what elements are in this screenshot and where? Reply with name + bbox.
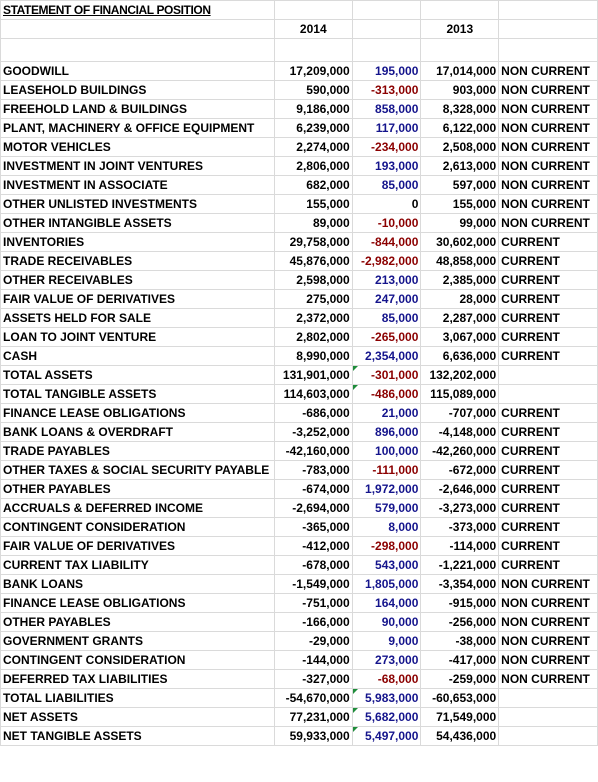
value-2013-cell[interactable]: 8,328,000: [421, 100, 499, 119]
value-2014-cell[interactable]: -412,000: [274, 537, 352, 556]
change-cell[interactable]: 90,000: [352, 613, 421, 632]
change-cell[interactable]: 8,000: [352, 518, 421, 537]
value-2013-cell[interactable]: 3,067,000: [421, 328, 499, 347]
row-label-cell[interactable]: TOTAL ASSETS: [1, 366, 275, 385]
error-indicator-icon: [353, 385, 358, 390]
classification-cell[interactable]: NON CURRENT: [499, 195, 598, 214]
classification-cell[interactable]: CURRENT: [499, 233, 598, 252]
classification-cell[interactable]: CURRENT: [499, 556, 598, 575]
change-cell[interactable]: -844,000: [352, 233, 421, 252]
value-2014-cell[interactable]: 590,000: [274, 81, 352, 100]
row-label-cell[interactable]: NET ASSETS: [1, 708, 275, 727]
value-2013-cell[interactable]: 6,636,000: [421, 347, 499, 366]
change-cell[interactable]: 273,000: [352, 651, 421, 670]
classification-cell[interactable]: CURRENT: [499, 499, 598, 518]
value-2014-cell[interactable]: 6,239,000: [274, 119, 352, 138]
value-2014-cell[interactable]: 131,901,000: [274, 366, 352, 385]
value-2013-cell[interactable]: -60,653,000: [421, 689, 499, 708]
classification-cell[interactable]: CURRENT: [499, 480, 598, 499]
change-cell[interactable]: 85,000: [352, 176, 421, 195]
table-row: [1, 328, 598, 347]
change-cell[interactable]: 896,000: [352, 423, 421, 442]
value-2014-cell[interactable]: 2,806,000: [274, 157, 352, 176]
classification-cell[interactable]: NON CURRENT: [499, 157, 598, 176]
classification-cell[interactable]: NON CURRENT: [499, 214, 598, 233]
change-cell[interactable]: 100,000: [352, 442, 421, 461]
empty-cell[interactable]: [352, 1, 421, 20]
year-prior-header[interactable]: 2013: [421, 20, 499, 39]
classification-cell[interactable]: CURRENT: [499, 290, 598, 309]
value-2014-cell[interactable]: 2,802,000: [274, 328, 352, 347]
classification-cell[interactable]: NON CURRENT: [499, 138, 598, 157]
change-cell[interactable]: 1,805,000: [352, 575, 421, 594]
change-cell[interactable]: 21,000: [352, 404, 421, 423]
change-cell[interactable]: -68,000: [352, 670, 421, 689]
value-2014-cell[interactable]: 2,372,000: [274, 309, 352, 328]
classification-cell[interactable]: [499, 708, 598, 727]
row-label-cell[interactable]: OTHER UNLISTED INVESTMENTS: [1, 195, 275, 214]
error-indicator-icon: [353, 366, 358, 371]
change-cell[interactable]: -298,000: [352, 537, 421, 556]
classification-cell[interactable]: CURRENT: [499, 347, 598, 366]
row-label-cell[interactable]: OTHER INTANGIBLE ASSETS: [1, 214, 275, 233]
empty-cell[interactable]: [1, 20, 275, 39]
change-cell[interactable]: -301,000: [352, 366, 421, 385]
classification-cell[interactable]: [499, 727, 598, 746]
value-2013-cell[interactable]: -707,000: [421, 404, 499, 423]
row-label-cell[interactable]: ASSETS HELD FOR SALE: [1, 309, 275, 328]
classification-cell[interactable]: NON CURRENT: [499, 62, 598, 81]
row-label-cell[interactable]: CURRENT TAX LIABILITY: [1, 556, 275, 575]
value-2013-cell[interactable]: -259,000: [421, 670, 499, 689]
value-2014-cell[interactable]: -674,000: [274, 480, 352, 499]
change-cell[interactable]: -265,000: [352, 328, 421, 347]
error-indicator-icon: [353, 708, 358, 713]
row-label-cell[interactable]: OTHER PAYABLES: [1, 613, 275, 632]
table-row: [1, 670, 598, 689]
change-cell[interactable]: 5,497,000: [352, 727, 421, 746]
empty-cell[interactable]: [274, 39, 352, 62]
table-row: [1, 81, 598, 100]
row-label-cell[interactable]: NET TANGIBLE ASSETS: [1, 727, 275, 746]
empty-cell[interactable]: [499, 39, 598, 62]
table-row: [1, 708, 598, 727]
row-label-cell[interactable]: BANK LOANS & OVERDRAFT: [1, 423, 275, 442]
row-label-cell[interactable]: PLANT, MACHINERY & OFFICE EQUIPMENT: [1, 119, 275, 138]
change-cell[interactable]: 543,000: [352, 556, 421, 575]
table-row: [1, 442, 598, 461]
value-2013-cell[interactable]: -417,000: [421, 651, 499, 670]
classification-cell[interactable]: CURRENT: [499, 252, 598, 271]
row-label-cell[interactable]: LOAN TO JOINT VENTURE: [1, 328, 275, 347]
empty-cell[interactable]: [352, 39, 421, 62]
value-2013-cell[interactable]: 48,858,000: [421, 252, 499, 271]
error-indicator-icon: [353, 727, 358, 732]
change-cell[interactable]: 85,000: [352, 309, 421, 328]
value-2014-cell[interactable]: 682,000: [274, 176, 352, 195]
classification-cell[interactable]: CURRENT: [499, 328, 598, 347]
change-cell[interactable]: 9,000: [352, 632, 421, 651]
value-2013-cell[interactable]: -3,354,000: [421, 575, 499, 594]
classification-cell[interactable]: NON CURRENT: [499, 176, 598, 195]
row-label-cell[interactable]: OTHER TAXES & SOCIAL SECURITY PAYABLE: [1, 461, 275, 480]
row-label-cell[interactable]: OTHER PAYABLES: [1, 480, 275, 499]
change-cell[interactable]: 247,000: [352, 290, 421, 309]
table-row: [1, 613, 598, 632]
table-row: [1, 575, 598, 594]
table-row: [1, 100, 598, 119]
change-cell[interactable]: 117,000: [352, 119, 421, 138]
value-2014-cell[interactable]: 29,758,000: [274, 233, 352, 252]
value-2014-cell[interactable]: 9,186,000: [274, 100, 352, 119]
value-2014-cell[interactable]: -144,000: [274, 651, 352, 670]
row-label-cell[interactable]: FREEHOLD LAND & BUILDINGS: [1, 100, 275, 119]
value-2013-cell[interactable]: -114,000: [421, 537, 499, 556]
value-2013-cell[interactable]: 99,000: [421, 214, 499, 233]
row-label-cell[interactable]: INVESTMENT IN ASSOCIATE: [1, 176, 275, 195]
change-cell[interactable]: 858,000: [352, 100, 421, 119]
change-cell[interactable]: 5,983,000: [352, 689, 421, 708]
empty-cell[interactable]: [499, 1, 598, 20]
classification-cell[interactable]: NON CURRENT: [499, 613, 598, 632]
change-cell[interactable]: -234,000: [352, 138, 421, 157]
table-row: [1, 537, 598, 556]
table-row: [1, 119, 598, 138]
value-2013-cell[interactable]: -42,260,000: [421, 442, 499, 461]
value-2013-cell[interactable]: -256,000: [421, 613, 499, 632]
row-label-cell[interactable]: CONTINGENT CONSIDERATION: [1, 518, 275, 537]
row-label-cell[interactable]: TOTAL TANGIBLE ASSETS: [1, 385, 275, 404]
value-2014-cell[interactable]: -166,000: [274, 613, 352, 632]
value-2013-cell[interactable]: 54,436,000: [421, 727, 499, 746]
table-row: [1, 366, 598, 385]
row-label-cell[interactable]: FINANCE LEASE OBLIGATIONS: [1, 594, 275, 613]
value-2013-cell[interactable]: 2,613,000: [421, 157, 499, 176]
value-2014-cell[interactable]: -365,000: [274, 518, 352, 537]
table-row: [1, 727, 598, 746]
error-indicator-icon: [353, 689, 358, 694]
value-2013-cell[interactable]: -1,221,000: [421, 556, 499, 575]
value-2014-cell[interactable]: -2,694,000: [274, 499, 352, 518]
change-cell[interactable]: 193,000: [352, 157, 421, 176]
table-row: [1, 309, 598, 328]
row-label-cell[interactable]: TOTAL LIABILITIES: [1, 689, 275, 708]
value-2014-cell[interactable]: 8,990,000: [274, 347, 352, 366]
value-2013-cell[interactable]: 597,000: [421, 176, 499, 195]
value-2013-cell[interactable]: -2,646,000: [421, 480, 499, 499]
value-2014-cell[interactable]: 77,231,000: [274, 708, 352, 727]
value-2013-cell[interactable]: 2,508,000: [421, 138, 499, 157]
classification-cell[interactable]: CURRENT: [499, 423, 598, 442]
value-2013-cell[interactable]: 155,000: [421, 195, 499, 214]
table-row: [1, 214, 598, 233]
table-row: [1, 480, 598, 499]
change-cell[interactable]: -313,000: [352, 81, 421, 100]
value-2013-cell[interactable]: 115,089,000: [421, 385, 499, 404]
empty-cell[interactable]: [421, 39, 499, 62]
value-2013-cell[interactable]: 903,000: [421, 81, 499, 100]
row-label-cell[interactable]: CASH: [1, 347, 275, 366]
value-2014-cell[interactable]: 2,274,000: [274, 138, 352, 157]
row-label-cell[interactable]: FINANCE LEASE OBLIGATIONS: [1, 404, 275, 423]
value-2014-cell[interactable]: -3,252,000: [274, 423, 352, 442]
row-label-cell[interactable]: GOODWILL: [1, 62, 275, 81]
value-2014-cell[interactable]: 275,000: [274, 290, 352, 309]
value-2013-cell[interactable]: -915,000: [421, 594, 499, 613]
value-2013-cell[interactable]: 6,122,000: [421, 119, 499, 138]
classification-cell[interactable]: NON CURRENT: [499, 670, 598, 689]
value-2014-cell[interactable]: 17,209,000: [274, 62, 352, 81]
change-cell[interactable]: 213,000: [352, 271, 421, 290]
value-2013-cell[interactable]: -4,148,000: [421, 423, 499, 442]
row-label-cell[interactable]: BANK LOANS: [1, 575, 275, 594]
row-label-cell[interactable]: OTHER RECEIVABLES: [1, 271, 275, 290]
value-2014-cell[interactable]: 114,603,000: [274, 385, 352, 404]
empty-cell[interactable]: [421, 1, 499, 20]
change-cell[interactable]: 579,000: [352, 499, 421, 518]
table-row: [1, 632, 598, 651]
table-row: [1, 271, 598, 290]
table-row: [1, 138, 598, 157]
value-2013-cell[interactable]: 71,549,000: [421, 708, 499, 727]
value-2013-cell[interactable]: -38,000: [421, 632, 499, 651]
table-row: [1, 252, 598, 271]
table-row: [1, 347, 598, 366]
classification-cell[interactable]: CURRENT: [499, 271, 598, 290]
value-2014-cell[interactable]: -678,000: [274, 556, 352, 575]
table-row: [1, 233, 598, 252]
value-2014-cell[interactable]: -327,000: [274, 670, 352, 689]
classification-cell[interactable]: NON CURRENT: [499, 100, 598, 119]
classification-cell[interactable]: CURRENT: [499, 537, 598, 556]
classification-cell[interactable]: CURRENT: [499, 404, 598, 423]
year-current-header[interactable]: 2014: [274, 20, 352, 39]
value-2014-cell[interactable]: 59,933,000: [274, 727, 352, 746]
value-2014-cell[interactable]: -42,160,000: [274, 442, 352, 461]
value-2014-cell[interactable]: -29,000: [274, 632, 352, 651]
value-2014-cell[interactable]: -54,670,000: [274, 689, 352, 708]
empty-cell[interactable]: [352, 20, 421, 39]
value-2014-cell[interactable]: -783,000: [274, 461, 352, 480]
value-2014-cell[interactable]: -1,549,000: [274, 575, 352, 594]
row-label-cell[interactable]: INVESTMENT IN JOINT VENTURES: [1, 157, 275, 176]
classification-cell[interactable]: NON CURRENT: [499, 81, 598, 100]
row-label-cell[interactable]: CONTINGENT CONSIDERATION: [1, 651, 275, 670]
value-2014-cell[interactable]: 155,000: [274, 195, 352, 214]
value-2014-cell[interactable]: 89,000: [274, 214, 352, 233]
classification-cell[interactable]: [499, 385, 598, 404]
row-label-cell[interactable]: INVENTORIES: [1, 233, 275, 252]
empty-cell[interactable]: [499, 20, 598, 39]
change-cell[interactable]: 1,972,000: [352, 480, 421, 499]
change-cell[interactable]: 164,000: [352, 594, 421, 613]
value-2014-cell[interactable]: 45,876,000: [274, 252, 352, 271]
row-label-cell[interactable]: LEASEHOLD BUILDINGS: [1, 81, 275, 100]
value-2013-cell[interactable]: 28,000: [421, 290, 499, 309]
change-cell[interactable]: 0: [352, 195, 421, 214]
classification-cell[interactable]: NON CURRENT: [499, 632, 598, 651]
empty-cell[interactable]: [1, 39, 275, 62]
table-row: [1, 518, 598, 537]
row-label-cell[interactable]: TRADE RECEIVABLES: [1, 252, 275, 271]
change-cell[interactable]: -2,982,000: [352, 252, 421, 271]
table-row: [1, 689, 598, 708]
sheet-title[interactable]: STATEMENT OF FINANCIAL POSITION: [1, 1, 275, 20]
table-row: [1, 157, 598, 176]
row-label-cell[interactable]: TRADE PAYABLES: [1, 442, 275, 461]
value-2013-cell[interactable]: -672,000: [421, 461, 499, 480]
value-2013-cell[interactable]: 132,202,000: [421, 366, 499, 385]
change-cell[interactable]: 195,000: [352, 62, 421, 81]
classification-cell[interactable]: NON CURRENT: [499, 575, 598, 594]
empty-cell[interactable]: [274, 1, 352, 20]
classification-cell[interactable]: CURRENT: [499, 309, 598, 328]
value-2014-cell[interactable]: 2,598,000: [274, 271, 352, 290]
row-label-cell[interactable]: DEFERRED TAX LIABILITIES: [1, 670, 275, 689]
value-2013-cell[interactable]: 17,014,000: [421, 62, 499, 81]
row-label-cell[interactable]: FAIR VALUE OF DERIVATIVES: [1, 537, 275, 556]
change-cell[interactable]: 2,354,000: [352, 347, 421, 366]
classification-cell[interactable]: CURRENT: [499, 461, 598, 480]
blank-row: [1, 39, 598, 62]
row-label-cell[interactable]: GOVERNMENT GRANTS: [1, 632, 275, 651]
classification-cell[interactable]: [499, 366, 598, 385]
value-2013-cell[interactable]: -3,273,000: [421, 499, 499, 518]
classification-cell[interactable]: [499, 689, 598, 708]
classification-cell[interactable]: NON CURRENT: [499, 594, 598, 613]
value-2013-cell[interactable]: 2,385,000: [421, 271, 499, 290]
table-row: [1, 594, 598, 613]
row-label-cell[interactable]: ACCRUALS & DEFERRED INCOME: [1, 499, 275, 518]
value-2013-cell[interactable]: 30,602,000: [421, 233, 499, 252]
value-2014-cell[interactable]: -751,000: [274, 594, 352, 613]
classification-cell[interactable]: CURRENT: [499, 442, 598, 461]
table-row: [1, 423, 598, 442]
row-label-cell[interactable]: FAIR VALUE OF DERIVATIVES: [1, 290, 275, 309]
table-row: [1, 404, 598, 423]
table-row: [1, 290, 598, 309]
value-2013-cell[interactable]: -373,000: [421, 518, 499, 537]
table-row: [1, 461, 598, 480]
classification-cell[interactable]: NON CURRENT: [499, 119, 598, 138]
title-row: [1, 1, 598, 20]
table-row: [1, 385, 598, 404]
change-cell[interactable]: -111,000: [352, 461, 421, 480]
change-cell[interactable]: -10,000: [352, 214, 421, 233]
table-row: [1, 176, 598, 195]
header-row: [1, 20, 598, 39]
change-cell[interactable]: -486,000: [352, 385, 421, 404]
table-row: [1, 195, 598, 214]
row-label-cell[interactable]: MOTOR VEHICLES: [1, 138, 275, 157]
classification-cell[interactable]: CURRENT: [499, 518, 598, 537]
classification-cell[interactable]: NON CURRENT: [499, 651, 598, 670]
change-cell[interactable]: 5,682,000: [352, 708, 421, 727]
table-row: [1, 651, 598, 670]
table-row: [1, 62, 598, 81]
value-2014-cell[interactable]: -686,000: [274, 404, 352, 423]
table-row: [1, 499, 598, 518]
table-row: [1, 556, 598, 575]
value-2013-cell[interactable]: 2,287,000: [421, 309, 499, 328]
